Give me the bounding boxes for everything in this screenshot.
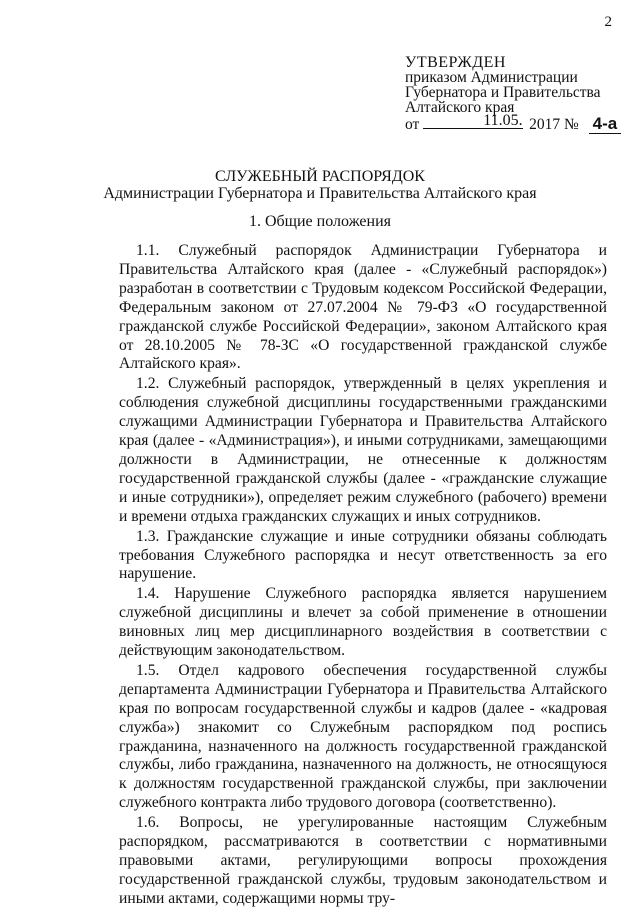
approval-line-1: приказом Администрации	[405, 69, 578, 86]
paragraph-1-5: 1.5. Отдел кадрового обеспечения государственной службы департамента Администрации Губернатора и Правительства Алтайского края по вопросам государственной службы и кадров (далее - «кадровая служба») знакомит со Служебным распорядком под роспись гражданина, назначенного на должность государственной гражданской службы, либо гражданина, назначенного на должность, не относящуюся к должностям государственной гражданской службы, при заключении служебного контракта либо трудового договора (соответственно).	[119, 661, 607, 812]
approval-date-line	[405, 112, 621, 133]
paragraph-1-1: 1.1. Служебный распорядок Администрации Губернатора и Правительства Алтайского края (далее - «Служебный распорядок») разработан в соответствии с Трудовым кодексом Российской Федерации, Федеральным законом от 27.07.2004 № 79-ФЗ «О государственной гражданской службе Российской Федерации», законом Алтайского края от 28.10.2005 № 78-ЗС «О государственной гражданской службе Алтайского края».	[119, 242, 607, 373]
approval-date-prefix: от	[405, 116, 420, 133]
approval-date-field	[423, 112, 523, 129]
paragraph-1-4: 1.4. Нарушение Служебного распорядка является нарушением служебной дисциплины и влечет за собой применение в отношении виновных лиц мер дисциплинарного воздействия в соответствии с действующим законодательством.	[119, 585, 607, 660]
paragraph-1-3: 1.3. Гражданские служащие и иные сотрудники обязаны соблюдать требования Служебного распорядка и несут ответственность за его нарушение.	[119, 527, 607, 583]
document-title-block	[0, 168, 640, 202]
document-subtitle: Администрации Губернатора и Правительства Алтайского края	[103, 185, 537, 202]
page-number: 2	[604, 14, 612, 30]
document-body	[119, 242, 607, 910]
approval-stamp	[405, 55, 621, 132]
approval-date: 11.05.	[483, 112, 523, 129]
paragraph-1-6: 1.6. Вопросы, не урегулированные настоящим Служебным распорядком, рассматриваются в соответствии с нормативными правовыми актами, регулирующими вопросы прохождения государственной гражданской службы, трудовым законодательством и иными актами, содержащими нормы тру-	[119, 814, 607, 907]
approval-title: УТВЕРЖДЕН	[405, 54, 506, 71]
approval-line-3: Алтайского края	[405, 99, 515, 116]
section-heading: 1. Общие положения	[248, 213, 392, 230]
document-title: СЛУЖЕБНЫЙ РАСПОРЯДОК	[215, 168, 425, 185]
approval-number: 4-а	[589, 114, 622, 134]
approval-line-2: Губернатора и Правительства	[405, 84, 601, 101]
approval-year: 2017 №	[529, 116, 579, 133]
paragraph-1-2: 1.2. Служебный распорядок, утвержденный в целях укрепления и соблюдения служебной дисциплины государственными гражданскими служащими Администрации Губернатора и Правительства Алтайского края (далее - «Администрация»), и иными сотрудниками, замещающими должности в Администрации, не отнесенные к должностям государственной гражданской службы (далее - «гражданские служащие и иные сотрудники»), определяет режим служебного (рабочего) времени и времени отдыха гражданских служащих и иных сотрудников.	[119, 375, 607, 525]
